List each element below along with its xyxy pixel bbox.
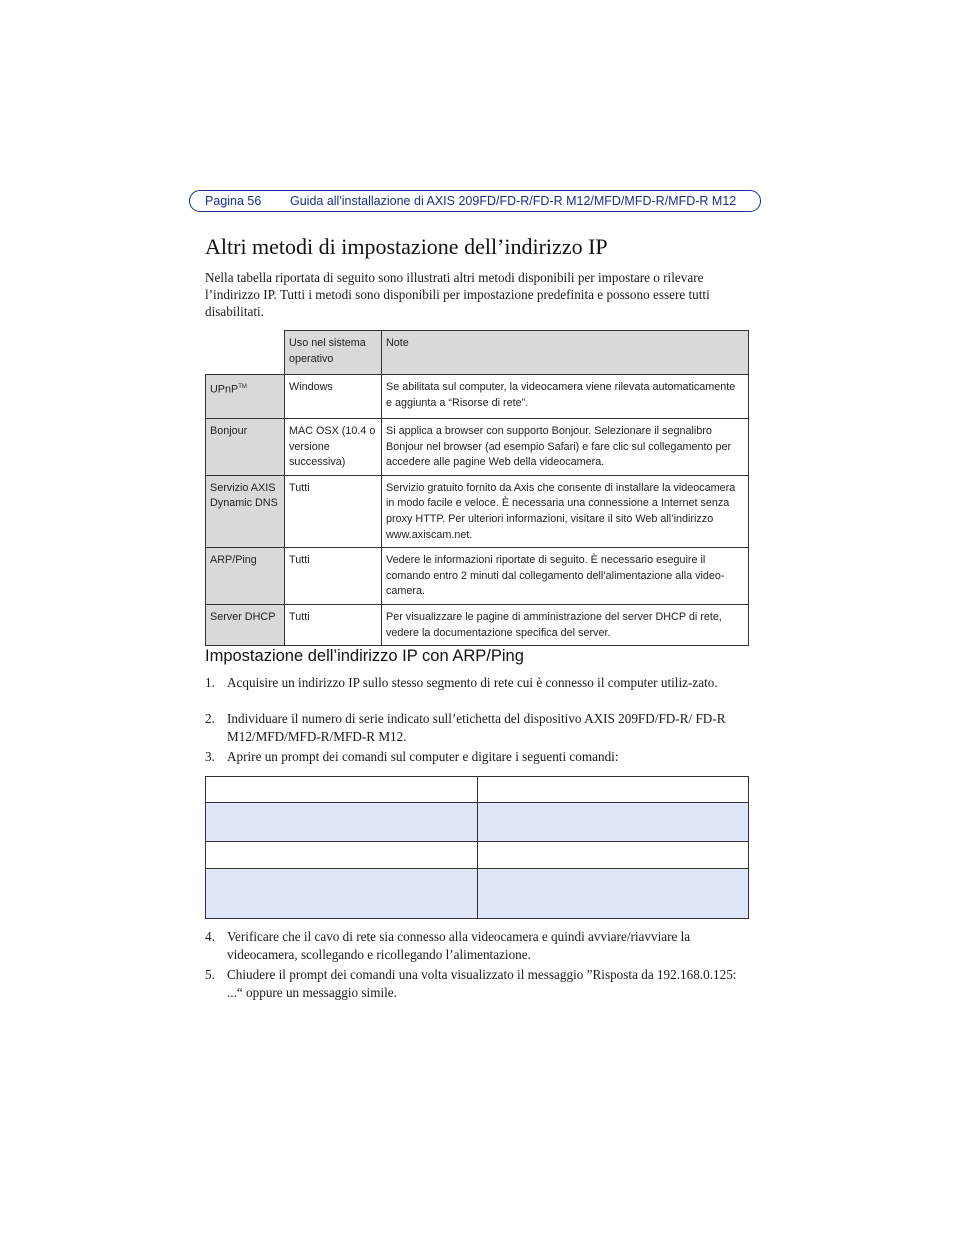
commands-table bbox=[205, 776, 749, 919]
step-text: Chiudere il prompt dei comandi una volta visualizzato il messaggio ”Risposta da 192.168.0.125: ...“ oppure un messaggio simile. bbox=[227, 967, 737, 1000]
list-item bbox=[205, 748, 750, 766]
page-header bbox=[189, 190, 761, 212]
intro-paragraph: Nella tabella riportata di seguito sono illustrati altri metodi disponibili per impostare o rilevare l’indirizzo IP. Tutti i metodi sono disponibili per impostazione predefinita e possono essere tutti disabilitati. bbox=[205, 270, 710, 319]
command-cell bbox=[477, 803, 749, 842]
command-cell bbox=[206, 842, 478, 869]
trademark-sup: TM bbox=[238, 384, 247, 390]
header-cell-notes: Note bbox=[382, 331, 749, 375]
step-text: Aprire un prompt dei comandi sul computer e digitare i seguenti comandi: bbox=[227, 749, 619, 764]
step-text: Individuare il numero di serie indicato sull’etichetta del dispositivo AXIS 209FD/FD-R/ FD-R M12/MFD/MFD-R/MFD-R M12. bbox=[227, 711, 726, 744]
table-row bbox=[206, 869, 749, 919]
os-cell: MAC OSX (10.4 o versione successiva) bbox=[285, 419, 382, 476]
note-cell: Servizio gratuito fornito da Axis che consente di installare la videocamera in modo facile e veloce. È necessaria una connessione a Internet senza proxy HTTP. Per ulteriori informazioni, visitare il sito Web all’indirizzo www.axiscam.net. bbox=[382, 475, 749, 547]
note-cell: Si applica a browser con supporto Bonjour. Selezionare il segnalibro Bonjour nel browser (ad esempio Safari) e fare clic sul collegamento per accedere alle pagine Web della videocamera. bbox=[382, 419, 749, 476]
command-cell bbox=[477, 842, 749, 869]
list-item bbox=[205, 928, 750, 963]
step-number: 2. bbox=[205, 711, 215, 726]
list-item bbox=[205, 710, 750, 745]
command-cell bbox=[477, 869, 749, 919]
table-row bbox=[206, 475, 749, 547]
ip-methods-table bbox=[205, 330, 749, 646]
note-cell: Per visualizzare le pagine di amministrazione del server DHCP di rete, vedere la documentazione specifica del server. bbox=[382, 604, 749, 645]
command-cell bbox=[206, 777, 478, 803]
command-cell bbox=[206, 869, 478, 919]
table-row bbox=[206, 777, 749, 803]
method-cell bbox=[206, 375, 285, 419]
table-row bbox=[206, 375, 749, 419]
table-row bbox=[206, 803, 749, 842]
command-cell bbox=[477, 777, 749, 803]
os-cell: Tutti bbox=[285, 548, 382, 605]
method-cell: ARP/Ping bbox=[206, 548, 285, 605]
table-row bbox=[206, 604, 749, 645]
guide-title: Guida all'installazione di AXIS 209FD/FD-R/FD-R M12/MFD/MFD-R/MFD-R M12 bbox=[290, 194, 737, 208]
step-number: 5. bbox=[205, 967, 215, 982]
command-cell bbox=[206, 803, 478, 842]
header-cell-method bbox=[206, 331, 285, 375]
section-subtitle: Impostazione dell’indirizzo IP con ARP/Ping bbox=[205, 647, 524, 665]
step-number: 4. bbox=[205, 929, 215, 944]
note-cell: Se abilitata sul computer, la videocamera viene rilevata automaticamente e aggiunta a “Risorse di rete”. bbox=[382, 375, 749, 419]
table-header-row bbox=[206, 331, 749, 375]
step-text: Acquisire un indirizzo IP sullo stesso segmento di rete cui è connesso il computer utiliz-zato. bbox=[227, 675, 718, 690]
table-row bbox=[206, 842, 749, 869]
method-cell: Servizio AXIS Dynamic DNS bbox=[206, 475, 285, 547]
os-cell: Tutti bbox=[285, 475, 382, 547]
method-cell: Server DHCP bbox=[206, 604, 285, 645]
page-title: Altri metodi di impostazione dell’indirizzo IP bbox=[205, 234, 608, 259]
table-row bbox=[206, 419, 749, 476]
os-cell: Tutti bbox=[285, 604, 382, 645]
step-number: 3. bbox=[205, 749, 215, 764]
page-number: Pagina 56 bbox=[205, 194, 262, 208]
step-text: Verificare che il cavo di rete sia connesso alla videocamera e quindi avviare/riavviare la videocamera, scollegando e ricollegando l’alimentazione. bbox=[227, 929, 691, 962]
list-item bbox=[205, 674, 750, 692]
list-item bbox=[205, 966, 750, 1001]
step-number: 1. bbox=[205, 675, 215, 690]
os-cell: Windows bbox=[285, 375, 382, 419]
note-cell: Vedere le informazioni riportate di seguito. È necessario eseguire il comando entro 2 minuti dal collegamento dell’alimentazione alla video-camera. bbox=[382, 548, 749, 605]
method-cell: Bonjour bbox=[206, 419, 285, 476]
table-row bbox=[206, 548, 749, 605]
header-cell-os: Uso nel sistema operativo bbox=[285, 331, 382, 375]
method-label: UPnP bbox=[210, 383, 239, 396]
